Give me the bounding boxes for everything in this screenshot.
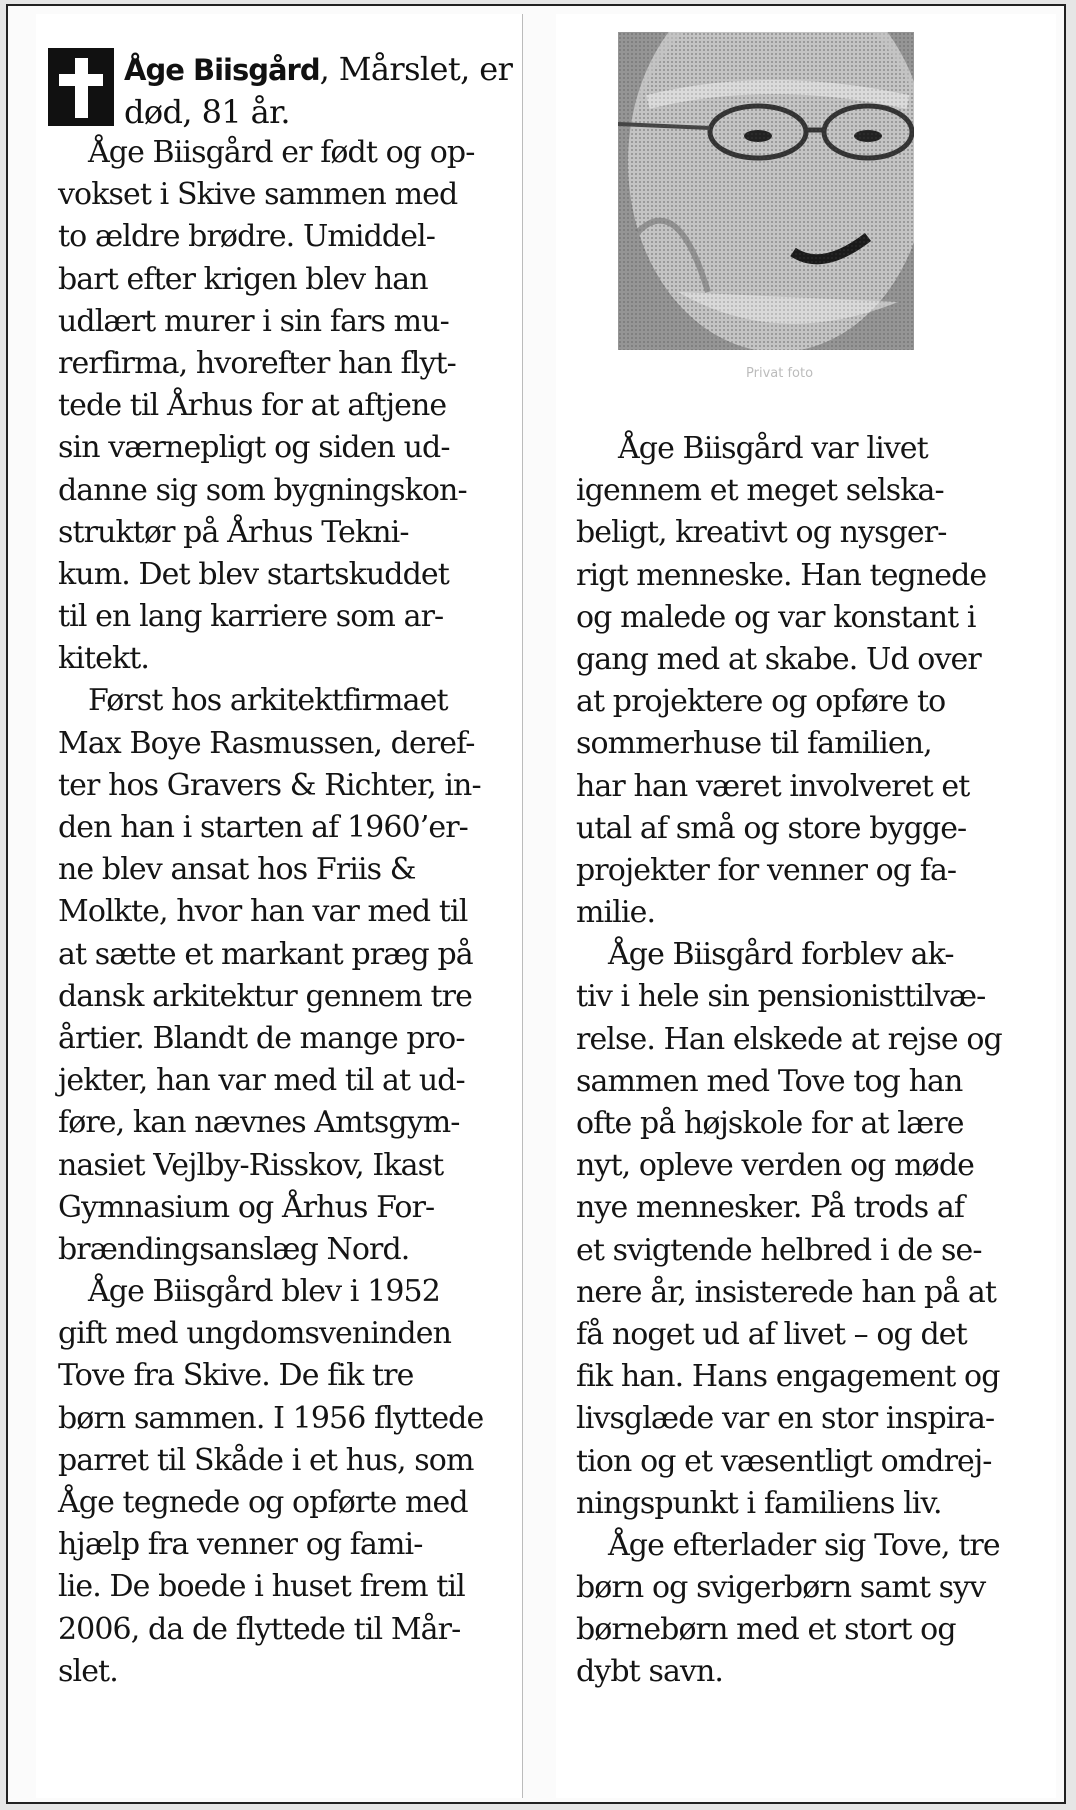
- left-body-text: [58, 132, 483, 1693]
- text-line: dansk arkitektur gennem tre: [58, 978, 472, 1014]
- right-column: [556, 14, 1056, 1798]
- text-line: jekter, han var med til at ud-: [58, 1063, 465, 1099]
- headline-line2: død, 81 år.: [124, 93, 290, 131]
- text-line: lie. De boede i huset frem til: [58, 1569, 465, 1605]
- text-line: Gymnasium og Århus For-: [58, 1189, 435, 1225]
- text-line: ofte på højskole for at lære: [576, 1106, 964, 1141]
- text-line: ne blev ansat hos Friis &: [58, 852, 416, 888]
- text-line: projekter for venner og fa-: [576, 852, 957, 888]
- text-line: årtier. Blandt de mange pro-: [58, 1020, 465, 1056]
- text-line: Åge Biisgård blev i 1952: [88, 1274, 440, 1310]
- text-line: vokset i Skive sammen med: [58, 177, 458, 213]
- headline-rest: , Mårslet, er: [319, 50, 513, 88]
- text-line: ningspunkt i familiens liv.: [576, 1485, 942, 1521]
- text-line: milie.: [576, 895, 656, 931]
- text-line: nyt, opleve verden og møde: [576, 1148, 974, 1184]
- text-line: kum. Det blev startskuddet: [58, 556, 449, 592]
- text-line: nasiet Vejlby-Risskov, Ikast: [58, 1147, 444, 1183]
- text-line: til en lang karriere som ar-: [58, 599, 444, 635]
- text-line: børn sammen. I 1956 flyttede: [58, 1400, 484, 1436]
- text-line: Åge efterlader sig Tove, tre: [608, 1527, 1000, 1563]
- text-line: den han i starten af 1960’er-: [58, 810, 468, 845]
- portrait-photo: [618, 32, 914, 350]
- text-line: livsglæde var en stor inspira-: [576, 1401, 995, 1437]
- text-line: Tove fra Skive. De fik tre: [58, 1358, 414, 1394]
- text-line: nye mennesker. På trods af: [576, 1190, 965, 1226]
- right-body-text: [576, 428, 1002, 1694]
- text-line: tiv i hele sin pensionisttilvæ-: [576, 979, 986, 1015]
- cross-icon: [48, 48, 114, 126]
- text-line: dybt savn.: [576, 1654, 724, 1690]
- text-line: tion og et væsentligt omdrej-: [576, 1443, 992, 1479]
- text-line: har han været involveret et: [576, 768, 970, 804]
- text-line: hjælp fra venner og fami-: [58, 1527, 423, 1563]
- text-line: rerfirma, hvorefter han flyt-: [58, 345, 456, 381]
- text-line: Først hos arkitektfirmaet: [88, 683, 448, 719]
- text-line: relse. Han elskede at rejse og: [576, 1021, 1002, 1057]
- text-line: Åge Biisgård er født og op-: [88, 135, 475, 170]
- text-line: utal af små og store bygge-: [576, 810, 967, 846]
- text-line: fik han. Hans engagement og: [576, 1359, 1000, 1395]
- photo-caption: Privat foto: [746, 366, 814, 381]
- text-line: beligt, kreativt og nysger-: [576, 515, 947, 551]
- text-line: igennem et meget selska-: [576, 473, 944, 509]
- text-line: bart efter krigen blev han: [58, 261, 428, 297]
- text-line: at sætte et markant præg på: [58, 936, 473, 972]
- left-column: [36, 14, 522, 1798]
- text-line: Molkte, hvor han var med til: [58, 894, 468, 930]
- text-line: sommerhuse til familien,: [576, 726, 932, 762]
- text-line: parret til Skåde i et hus, som: [58, 1442, 474, 1478]
- text-line: nere år, insisterede han på at: [576, 1274, 997, 1310]
- text-line: børn og svigerbørn samt syv: [576, 1570, 986, 1606]
- text-line: udlært murer i sin fars mu-: [58, 303, 449, 339]
- text-line: danne sig som bygningskon-: [58, 472, 467, 508]
- headline: [124, 48, 524, 133]
- text-line: sammen med Tove tog han: [576, 1063, 963, 1099]
- text-line: 2006, da de flyttede til Mår-: [58, 1611, 461, 1647]
- text-line: børnebørn med et stort og: [576, 1612, 956, 1648]
- text-line: sin værnepligt og siden ud-: [58, 430, 450, 466]
- text-line: Åge Biisgård var livet: [618, 431, 928, 466]
- text-line: rigt menneske. Han tegnede: [576, 557, 987, 593]
- text-line: få noget ud af livet – og det: [576, 1316, 967, 1352]
- text-line: to ældre brødre. Umiddel-: [58, 219, 435, 255]
- text-line: tede til Århus for at aftjene: [58, 388, 447, 424]
- text-line: brændingsanslæg Nord.: [58, 1231, 410, 1267]
- deceased-name: Åge Biisgård: [124, 53, 320, 87]
- text-line: struktør på Århus Tekni-: [58, 514, 409, 550]
- text-line: gang med at skabe. Ud over: [576, 641, 981, 677]
- text-line: og malede og var konstant i: [576, 599, 976, 635]
- text-line: ter hos Gravers & Richter, in-: [58, 767, 481, 803]
- text-line: slet.: [58, 1653, 118, 1689]
- text-line: Max Boye Rasmussen, deref-: [58, 725, 475, 761]
- clipping-frame: [6, 4, 1066, 1804]
- text-line: føre, kan nævnes Amtsgym-: [58, 1105, 460, 1141]
- text-line: gift med ungdomsveninden: [58, 1316, 452, 1352]
- text-line: Åge Biisgård forblev ak-: [608, 937, 954, 973]
- text-line: et svigtende helbred i de se-: [576, 1232, 982, 1268]
- text-line: at projektere og opføre to: [576, 684, 946, 720]
- text-line: Åge tegnede og opførte med: [58, 1485, 468, 1520]
- text-line: kitekt.: [58, 641, 150, 677]
